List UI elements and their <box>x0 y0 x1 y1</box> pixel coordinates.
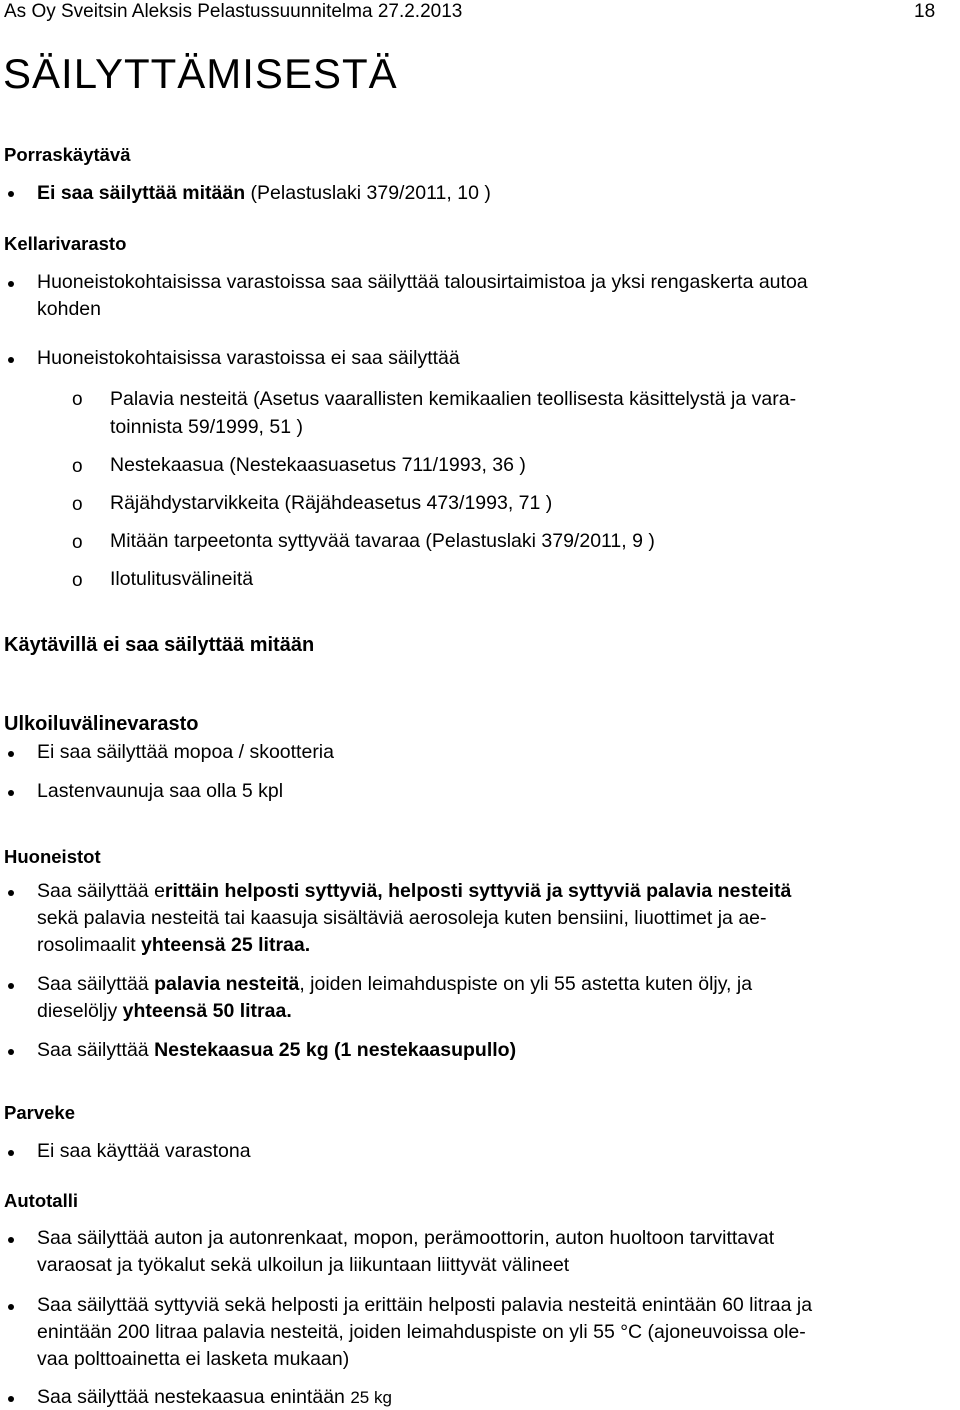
list-item: Saa säilyttää palavia nesteitä, joiden leimahduspiste on yli 55 astetta kuten öljy, ja <box>37 973 753 995</box>
list-item: Ei saa käyttää varastona <box>37 1140 251 1162</box>
sub-list-item: Mitään tarpeetonta syttyvää tavaraa (Pelastuslaki 379/2011, 9 ) <box>110 530 655 552</box>
bullet <box>8 1049 14 1055</box>
bullet <box>8 890 14 896</box>
list-item: Huoneistokohtaisissa varastoissa ei saa säilyttää <box>37 347 460 369</box>
list-item: Ei saa säilyttää mopoa / skootteria <box>37 741 334 763</box>
list-item-continued: rosolimaalit yhteensä 25 litraa. <box>37 934 311 956</box>
sub-bullet: o <box>72 389 83 410</box>
sub-bullet: o <box>72 456 83 477</box>
sub-list-item: Nestekaasua (Nestekaasuasetus 711/1993, 36 ) <box>110 454 526 476</box>
list-item: Saa säilyttää Nestekaasua 25 kg (1 nestekaasupullo) <box>37 1039 517 1061</box>
list-item: Saa säilyttää auton ja autonrenkaat, mopon, perämoottorin, auton huoltoon tarvittavat <box>37 1227 775 1249</box>
bullet <box>8 281 14 287</box>
bullet <box>8 1304 14 1310</box>
sub-bullet: o <box>72 494 83 515</box>
bullet <box>8 357 14 363</box>
sub-list-item: Räjähdystarvikkeita (Räjähdeasetus 473/1993, 71 ) <box>110 492 553 514</box>
bullet <box>8 790 14 796</box>
sub-list-item: Palavia nesteitä (Asetus vaarallisten kemikaalien teollisesta käsittelystä ja vara- <box>110 388 797 410</box>
bullet <box>8 1396 14 1402</box>
sub-bullet: o <box>72 532 83 553</box>
bullet <box>8 983 14 989</box>
bullet <box>8 751 14 757</box>
list-item-continued: vaa polttoainetta ei lasketa mukaan) <box>37 1348 350 1370</box>
sub-list-item: Ilotulitusvälineitä <box>110 568 254 590</box>
list-item: Huoneistokohtaisissa varastoissa saa säilyttää talousirtaimistoa ja yksi rengaskerta autoa <box>37 271 808 293</box>
list-item: Lastenvaunuja saa olla 5 kpl <box>37 780 284 802</box>
list-item-continued: kohden <box>37 298 101 320</box>
page-title: SÄILYTTÄMISESTÄ <box>3 50 398 97</box>
list-item-continued: dieselöljy yhteensä 50 litraa. <box>37 1000 292 1022</box>
section-heading-kaytavilla: Käytävillä ei saa säilyttää mitään <box>4 634 315 656</box>
section-heading-ulkoiluvalinevarasto: Ulkoiluvälinevarasto <box>4 713 199 735</box>
bullet <box>8 1150 14 1156</box>
section-heading-autotalli: Autotalli <box>4 1190 78 1211</box>
list-item-continued: enintään 200 litraa palavia nesteitä, joiden leimahduspiste on yli 55 °C (ajoneuvoissa ole- <box>37 1321 806 1343</box>
list-item: Ei saa säilyttää mitään (Pelastuslaki 379/2011, 10 ) <box>37 182 491 204</box>
list-item-continued: varaosat ja työkalut sekä ulkoilun ja liikuntaan liittyvät välineet <box>37 1254 570 1276</box>
section-heading-huoneistot: Huoneistot <box>4 846 101 867</box>
section-heading-kellarivarasto: Kellarivarasto <box>4 233 127 254</box>
page-number: 18 <box>914 1 936 22</box>
bullet <box>8 191 14 197</box>
sub-bullet: o <box>72 570 83 591</box>
section-heading-porraskaytava: Porraskäytävä <box>4 144 131 165</box>
list-item-continued: sekä palavia nesteitä tai kaasuja sisältäviä aerosoleja kuten bensiini, liuottimet ja ae- <box>37 907 767 929</box>
sub-list-item-continued: toinnista 59/1999, 51 ) <box>110 416 303 438</box>
list-item: Saa säilyttää erittäin helposti syttyviä, helposti syttyviä ja syttyviä palavia nesteitä <box>37 880 792 902</box>
list-item: Saa säilyttää nestekaasua enintään 25 kg <box>37 1386 392 1408</box>
list-item: Saa säilyttää syttyviä sekä helposti ja erittäin helposti palavia nesteitä enintään 60 litraa ja <box>37 1294 813 1316</box>
document-header: As Oy Sveitsin Aleksis Pelastussuunnitelma 27.2.2013 <box>4 1 463 22</box>
section-heading-parveke: Parveke <box>4 1102 75 1123</box>
bullet <box>8 1237 14 1243</box>
